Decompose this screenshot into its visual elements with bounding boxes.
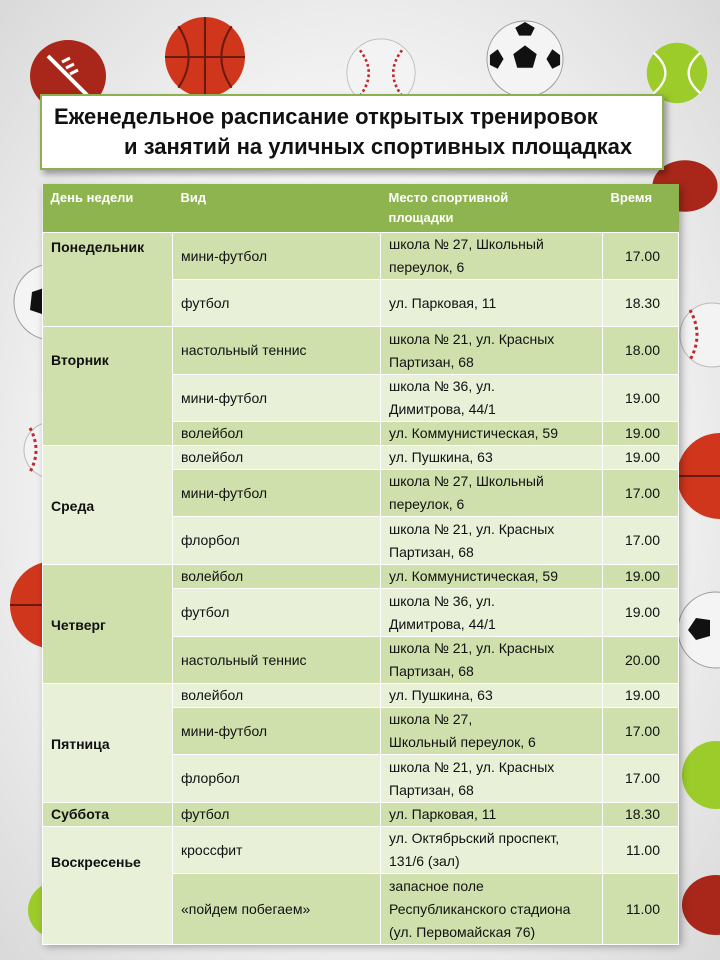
- table-row: [43, 233, 679, 280]
- sport-cell: настольный теннис: [173, 327, 381, 375]
- place-line: переулок, 6: [389, 496, 465, 512]
- place-cell: ул. Парковая, 11: [381, 280, 603, 327]
- time-cell: 17.00: [603, 233, 679, 280]
- sport-cell: волейбол: [173, 446, 381, 470]
- page-title-line1: Еженедельное расписание открытых тренировок: [54, 104, 598, 129]
- place-line: запасное поле: [389, 877, 484, 894]
- place-line: Партизан, 68: [389, 353, 474, 370]
- time-cell: 18.30: [603, 803, 679, 827]
- column-header-place-line1: Место спортивной: [388, 190, 509, 205]
- time-cell: 17.00: [603, 517, 679, 565]
- place-line: школа № 21, ул. Красных: [389, 758, 555, 775]
- place-line: школа № 27, Школьный: [389, 473, 544, 489]
- sport-cell: мини-футбол: [173, 708, 381, 755]
- rugby-ball-icon: [676, 870, 720, 940]
- time-cell: 17.00: [603, 708, 679, 755]
- place-line: школа № 36, ул.: [389, 378, 495, 394]
- sport-cell: мини-футбол: [173, 233, 381, 280]
- place-cell: ул. Коммунистическая, 59: [381, 422, 603, 446]
- time-cell: 20.00: [603, 637, 679, 684]
- place-cell: [381, 517, 603, 565]
- place-cell: [381, 589, 603, 637]
- place-cell: [381, 637, 603, 684]
- time-cell: 19.00: [603, 422, 679, 446]
- place-cell: [381, 327, 603, 375]
- time-cell: 19.00: [603, 375, 679, 422]
- sport-cell: кроссфит: [173, 827, 381, 874]
- day-cell: Понедельник: [43, 233, 173, 327]
- sport-cell: футбол: [173, 280, 381, 327]
- column-header-time: Время: [603, 184, 679, 233]
- sport-cell: футбол: [173, 589, 381, 637]
- sport-cell: волейбол: [173, 565, 381, 589]
- baseball-icon: [676, 300, 720, 370]
- place-line: Республиканского стадиона: [389, 900, 571, 917]
- place-cell: [381, 708, 603, 755]
- sport-cell: флорбол: [173, 517, 381, 565]
- time-cell: 11.00: [603, 827, 679, 874]
- day-cell: Вторник: [43, 327, 173, 446]
- day-cell: Пятница: [43, 684, 173, 803]
- place-line: школа № 21, ул. Красных: [389, 330, 555, 347]
- place-cell: [381, 827, 603, 874]
- time-cell: 11.00: [603, 874, 679, 945]
- day-cell: Воскресенье: [43, 827, 173, 945]
- place-line: школа № 36, ул.: [389, 592, 495, 609]
- place-cell: [381, 470, 603, 517]
- table-row: [43, 827, 679, 874]
- table-row: [43, 803, 679, 827]
- soccer-ball-icon: [676, 590, 720, 670]
- sport-cell: флорбол: [173, 755, 381, 803]
- place-line: ул. Октябрьский проспект,: [389, 830, 560, 846]
- place-cell: ул. Парковая, 11: [381, 803, 603, 827]
- place-cell: ул. Пушкина, 63: [381, 684, 603, 708]
- place-line: школа № 27, Школьный: [389, 236, 544, 252]
- page-title-line2: и занятий на уличных спортивных площадках: [124, 134, 633, 159]
- day-cell: Суббота: [43, 803, 173, 827]
- time-cell: 19.00: [603, 684, 679, 708]
- time-cell: 19.00: [603, 565, 679, 589]
- place-cell: [381, 755, 603, 803]
- sport-cell: волейбол: [173, 684, 381, 708]
- schedule-table: [42, 184, 679, 945]
- place-cell: [381, 375, 603, 422]
- time-cell: 19.00: [603, 589, 679, 637]
- basketball-icon: [164, 16, 246, 98]
- place-line: Димитрова, 44/1: [389, 615, 496, 632]
- column-header-sport: Вид: [173, 184, 381, 233]
- time-cell: 19.00: [603, 446, 679, 470]
- sport-cell: волейбол: [173, 422, 381, 446]
- basketball-icon: [676, 432, 720, 520]
- place-cell: ул. Коммунистическая, 59: [381, 565, 603, 589]
- title-box: [40, 94, 664, 170]
- place-cell: [381, 874, 603, 945]
- time-cell: 18.30: [603, 280, 679, 327]
- place-cell: ул. Пушкина, 63: [381, 446, 603, 470]
- table-row: [43, 446, 679, 470]
- place-line: школа № 21, ул. Красных: [389, 640, 555, 656]
- column-header-place-line2: площадки: [388, 210, 454, 225]
- place-line: (ул. Первомайская 76): [389, 923, 536, 940]
- sport-cell: мини-футбол: [173, 375, 381, 422]
- sport-cell: настольный теннис: [173, 637, 381, 684]
- place-line: Партизан, 68: [389, 543, 474, 560]
- place-line: Школьный переулок, 6: [389, 734, 536, 750]
- place-cell: [381, 233, 603, 280]
- sport-cell: «пойдем побегаем»: [173, 874, 381, 945]
- place-line: школа № 27,: [389, 711, 473, 727]
- tennis-ball-icon: [676, 740, 720, 810]
- schedule-table-wrap: [42, 184, 678, 942]
- place-line: 131/6 (зал): [389, 853, 460, 869]
- sport-cell: футбол: [173, 803, 381, 827]
- table-header-row: [43, 184, 679, 233]
- time-cell: 17.00: [603, 470, 679, 517]
- column-header-place: [381, 184, 603, 233]
- place-line: Димитрова, 44/1: [389, 401, 496, 417]
- column-header-day: День недели: [43, 184, 173, 233]
- place-line: Партизан, 68: [389, 781, 474, 798]
- time-cell: 18.00: [603, 327, 679, 375]
- day-cell: Четверг: [43, 565, 173, 684]
- sport-cell: мини-футбол: [173, 470, 381, 517]
- place-line: Партизан, 68: [389, 663, 474, 679]
- time-cell: 17.00: [603, 755, 679, 803]
- table-row: [43, 327, 679, 375]
- day-cell: Среда: [43, 446, 173, 565]
- place-line: переулок, 6: [389, 259, 465, 275]
- place-line: школа № 21, ул. Красных: [389, 520, 555, 537]
- table-row: [43, 565, 679, 589]
- table-row: [43, 684, 679, 708]
- soccer-ball-icon: [486, 20, 564, 98]
